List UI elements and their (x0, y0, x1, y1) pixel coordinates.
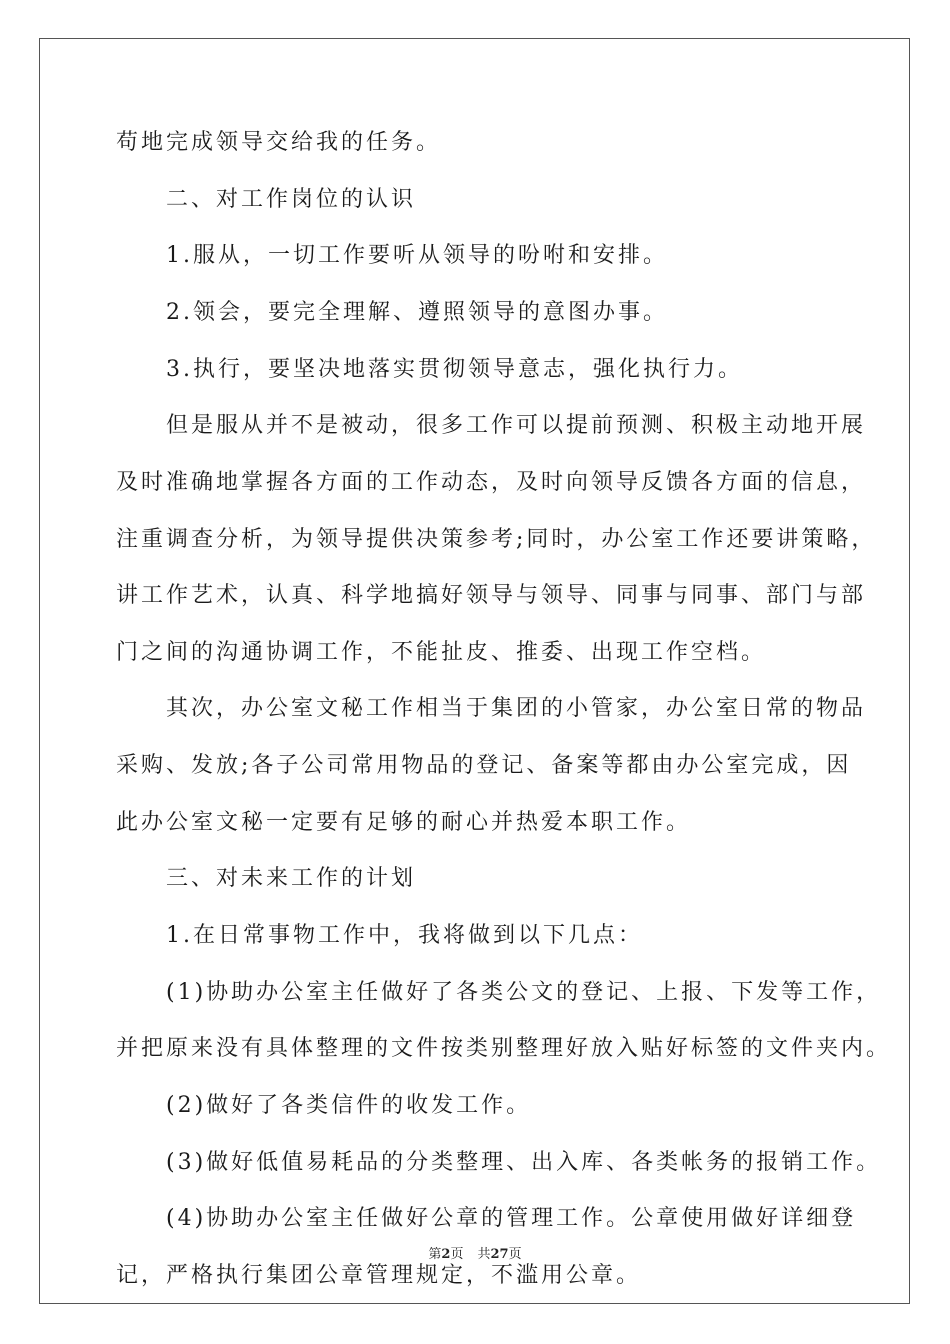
paragraph-line: 讲工作艺术，认真、科学地搞好领导与领导、同事与同事、部门与部 (116, 583, 867, 608)
list-item: (1)协助办公室主任做好了各类公文的登记、上报、下发等工作， (166, 980, 882, 1005)
list-item: 1.在日常事物工作中，我将做到以下几点： (166, 923, 643, 948)
total-prefix: 共 (477, 1247, 491, 1262)
paragraph-line: 记，严格执行集团公章管理规定，不滥用公章。 (116, 1263, 642, 1288)
total-suffix: 页 (508, 1247, 522, 1262)
page-suffix: 页 (450, 1247, 464, 1262)
current-page-number: 2 (441, 1247, 451, 1262)
paragraph-line: 门之间的沟通协调工作，不能扯皮、推委、出现工作空档。 (116, 640, 767, 665)
total-page-number: 27 (490, 1247, 509, 1262)
section-heading: 三、对未来工作的计划 (166, 866, 417, 891)
list-item: 2.领会，要完全理解、遵照领导的意图办事。 (166, 300, 668, 325)
list-item: 3.执行，要坚决地落实贯彻领导意志，强化执行力。 (166, 357, 743, 382)
paragraph-line: 此办公室文秘一定要有足够的耐心并热爱本职工作。 (116, 810, 692, 835)
paragraph-line: 并把原来没有具体整理的文件按类别整理好放入贴好标签的文件夹内。 (116, 1036, 892, 1061)
list-item: 1.服从，一切工作要听从领导的吩咐和安排。 (166, 243, 668, 268)
paragraph-line: 其次，办公室文秘工作相当于集团的小管家，办公室日常的物品 (166, 696, 867, 721)
list-item: (3)做好低值易耗品的分类整理、出入库、各类帐务的报销工作。 (166, 1150, 882, 1175)
page-footer (0, 1246, 950, 1264)
list-item: (4)协助办公室主任做好公章的管理工作。公章使用做好详细登 (166, 1206, 857, 1231)
page-prefix: 第 (428, 1247, 442, 1262)
paragraph-line: 但是服从并不是被动，很多工作可以提前预测、积极主动地开展 (166, 413, 867, 438)
paragraph-line: 采购、发放;各子公司常用物品的登记、备案等都由办公室完成，因 (116, 753, 852, 778)
list-item: (2)做好了各类信件的收发工作。 (166, 1093, 532, 1118)
paragraph-line: 及时准确地掌握各方面的工作动态，及时向领导反馈各方面的信息， (116, 470, 867, 495)
body-line: 苟地完成领导交给我的任务。 (116, 130, 442, 155)
section-heading: 二、对工作岗位的认识 (166, 187, 417, 212)
paragraph-line: 注重调查分析，为领导提供决策参考;同时，办公室工作还要讲策略， (116, 527, 877, 552)
